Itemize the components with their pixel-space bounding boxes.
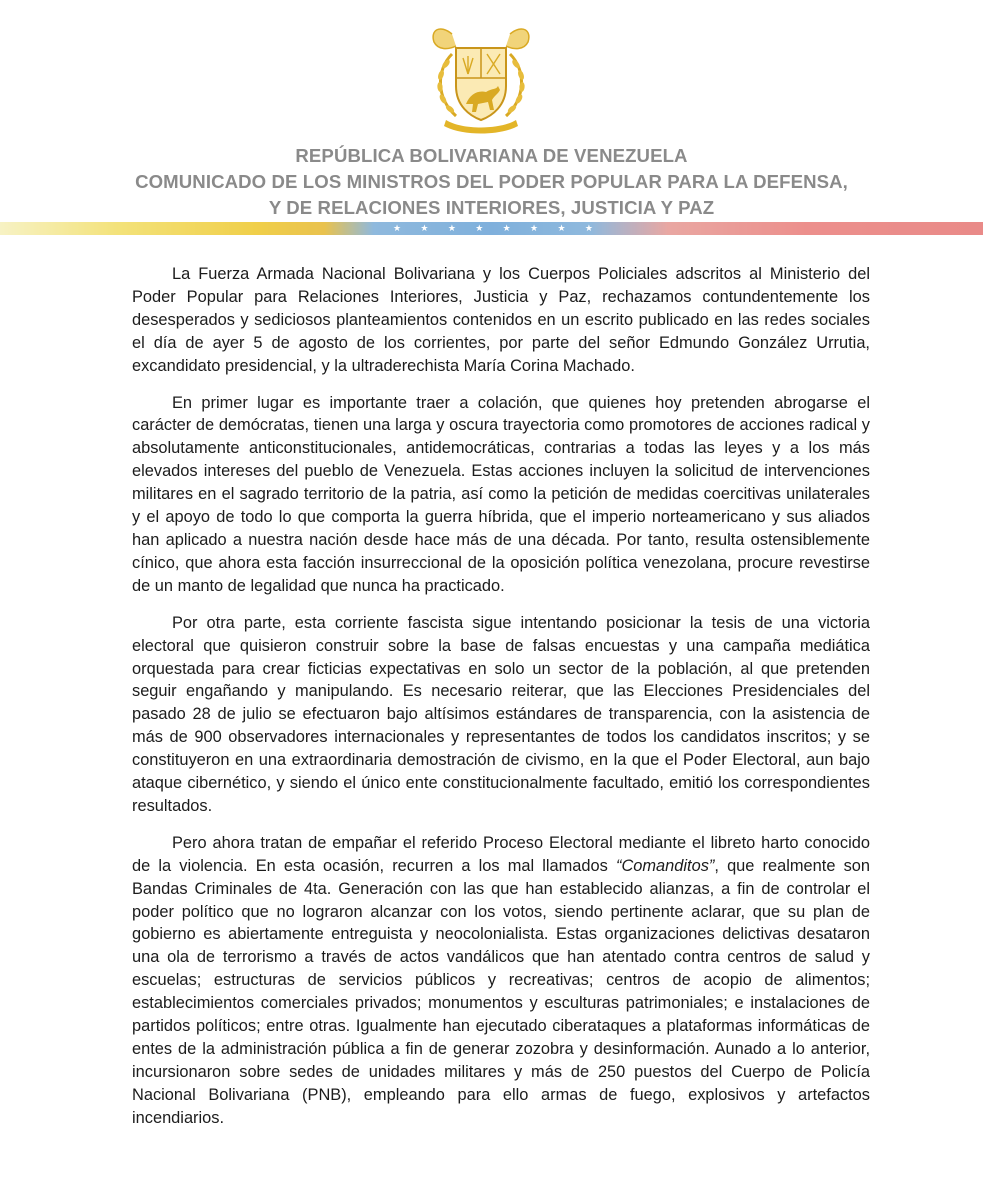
star-icon: ★ — [584, 223, 593, 233]
star-icon: ★ — [475, 223, 484, 233]
paragraph-fascist-current: Por otra parte, esta corriente fascista sigue intentando posicionar la tesis de una victoria electoral que quisieron construir sobre la base de falsas encuestas y una campaña mediática orquestada para crear ficticias expectativas en solo un sector de la población, al que pretenden seguir engañando y manipulando. Es necesario reiterar, que las Elecciones Presidenciales del pasado 28 de julio se efectuaron bajo altísimos estándares de transparencia, con la asistencia de más de 900 observadores internacionales y representantes de todos los candidatos inscritos; y se constituyeron en una extraordinaria demostración de civismo, en la que el Poder Electoral, aun bajo ataque cibernético, y siendo el único ente constitucionalmente facultado, emitió los correspondientes resultados. — [132, 613, 870, 815]
star-icon: ★ — [393, 223, 402, 233]
comanditos-term: “Comanditos” — [615, 856, 715, 875]
paragraph-first-place: En primer lugar es importante traer a colación, que quienes hoy pretenden abrogarse el carácter de demócratas, tienen una larga y oscura trayectoria como promotores de acciones radical y absolutamente anticonstitucionales, antidemocráticas, contrarias a todas las leyes y a los más elevados intereses del pueblo de Venezuela. Estas acciones incluyen la solicitud de intervenciones militares en el sagrado territorio de la patria, así como la petición de medidas coercitivas unilaterales y el apoyo de todo lo que comporta la guerra híbrida, que el imperio norteamericano y sus aliados han aplicado a nuestra nación desde hace más de una década. Por tanto, resulta ostensiblemente cínico, que ahora esta facción insurreccional de la oposición política venezolana, procure revestirse de un manto de legalidad que nunca ha practicado. — [132, 393, 870, 595]
heading-ministries: Y DE RELACIONES INTERIORES, JUSTICIA Y PAZ — [268, 197, 715, 218]
paragraph-violence-part1: Pero ahora tratan de empañar el referido Proceso Electoral mediante el libreto harto conocido de la violencia. En esta ocasión, recurren a los mal llamados — [132, 833, 870, 875]
star-icon: ★ — [420, 223, 429, 233]
star-icon: ★ — [557, 223, 566, 233]
paragraph-violence-part2: , que realmente son Bandas Criminales de 4ta. Generación con las que han establecido alianzas, a fin de controlar el poder político que no lograron alcanzar con los votos, siendo pertinente aclarar, que su plan de gobierno es abiertamente entreguista y neocolonialista. Estas organizaciones delictivas desataron una ola de terrorismo a través de actos vandálicos que han atentado contra centros de salud y escuelas; estructuras de servicios públicos y recreativas; centros de acopio de alimentos; establecimientos comerciales privados; monumentos y esculturas patrimoniales; e instalaciones de partidos políticos; entre otras. Igualmente han ejecutado ciberataques a plataformas informáticas de entes de la administración pública a fin de generar zozobra y desinformación. Aunado a lo anterior, incursionaron sobre sedes de unidades militares y más de 250 puestos del Cuerpo de Policía Nacional Bolivariana (PNB), empleando para ello armas de fuego, explosivos y artefactos incendiarios. — [132, 856, 870, 1127]
star-icon: ★ — [447, 223, 456, 233]
star-icon: ★ — [502, 223, 511, 233]
heading-republic: REPÚBLICA BOLIVARIANA DE VENEZUELA — [295, 145, 688, 166]
paragraph-violence — [132, 832, 870, 1130]
heading-communique: COMUNICADO DE LOS MINISTROS DEL PODER POPULAR PARA LA DEFENSA, — [135, 171, 848, 192]
paragraph-rejection: La Fuerza Armada Nacional Bolivariana y los Cuerpos Policiales adscritos al Ministerio del Poder Popular para Relaciones Interiores, Justicia y Paz, rechazamos contundentemente los desesperados y sediciosos planteamientos contenidos en un escrito publicado en las redes sociales el día de ayer 5 de agosto de los corrientes, por parte del señor Edmundo González Urrutia, excandidato presidencial, y la ultraderechista María Corina Machado. — [132, 265, 870, 375]
communique-body — [132, 263, 870, 1144]
star-icon: ★ — [530, 223, 539, 233]
coat-of-arms-icon — [422, 20, 540, 136]
flag-stars — [393, 222, 593, 235]
document-heading — [0, 143, 983, 221]
